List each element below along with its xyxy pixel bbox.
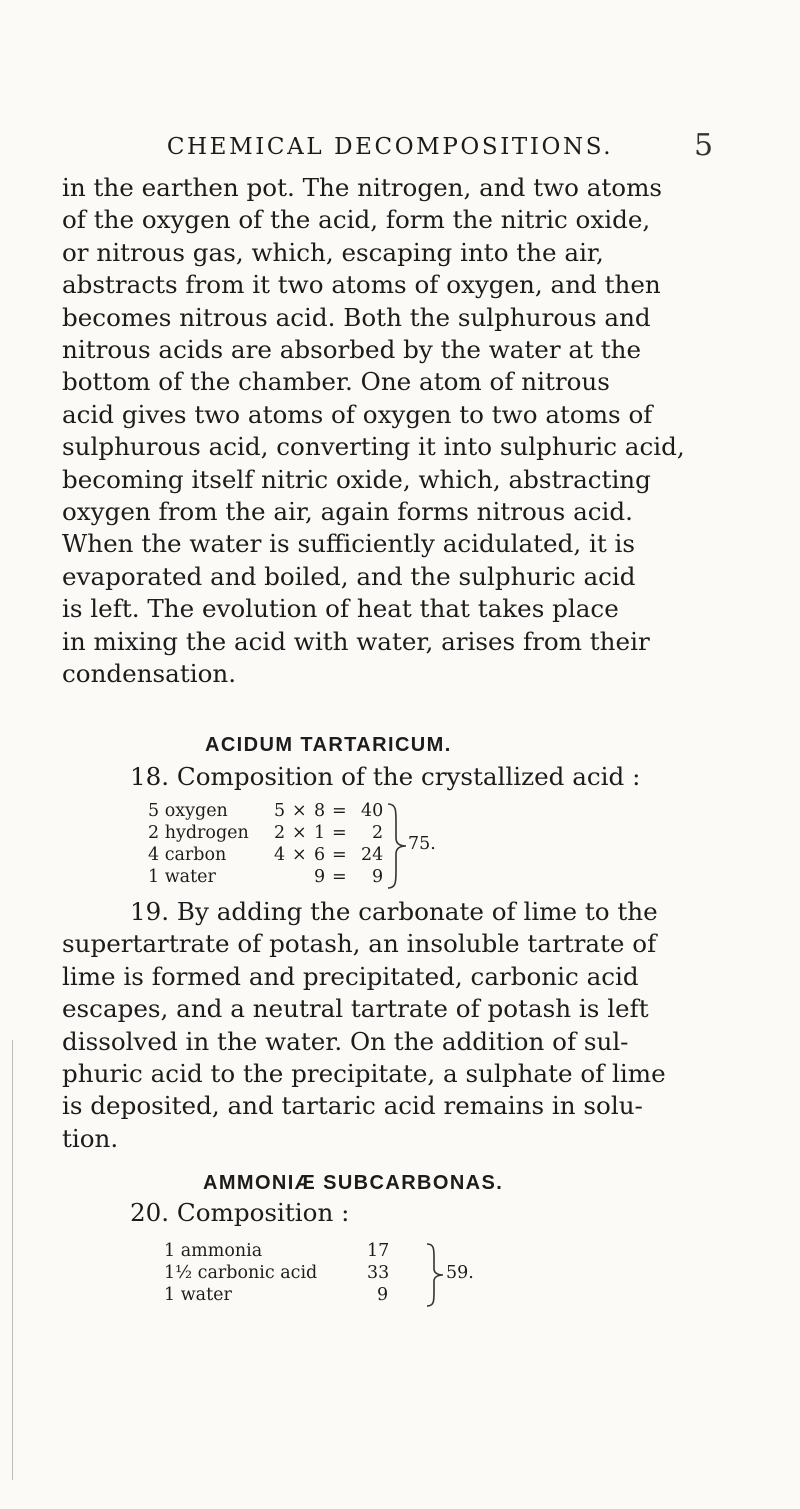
text-line: tion. [62, 1123, 119, 1153]
text-line: acid gives two atoms of oxygen to two atoms of [62, 399, 653, 429]
text-line: abstracts from it two atoms of oxygen, and then [62, 270, 661, 300]
text-line: lime is formed and precipitated, carbonic acid [62, 961, 639, 991]
running-header: CHEMICAL DECOMPOSITIONS. [166, 134, 614, 160]
paragraph-19 [62, 896, 738, 1155]
text-line: becomes nitrous acid. Both the sulphurous and [62, 302, 651, 332]
component-name: 2 hydrogen [148, 823, 249, 843]
equals-sign: = [332, 845, 347, 865]
atomic-weight: 8 [314, 801, 326, 821]
atomic-weight: 1 [314, 823, 326, 843]
equals-sign: = [332, 867, 347, 887]
total-value: 59. [446, 1263, 474, 1283]
text-line: phuric acid to the precipitate, a sulphate of lime [62, 1059, 666, 1089]
text-line: is deposited, and tartaric acid remains in solu- [62, 1091, 643, 1121]
text-line: 19. By adding the carbonate of lime to the [130, 897, 658, 926]
curly-brace-icon [424, 1242, 448, 1308]
table-row [148, 800, 508, 822]
paragraph-continued [62, 172, 738, 691]
component-value: 17 [367, 1241, 390, 1261]
composition-heading-20: 20. Composition : [130, 1198, 350, 1227]
atomic-weight: 9 [314, 867, 326, 887]
times-sign: × [292, 823, 307, 843]
times-sign: × [292, 801, 307, 821]
composition-table-ammonia [164, 1240, 464, 1306]
text-line: in the earthen pot. The nitrogen, and two atoms [62, 173, 663, 202]
product-value: 24 [361, 845, 384, 865]
page-number: 5 [694, 128, 714, 163]
text-line: condensation. [62, 659, 237, 689]
page-edge-line [12, 1040, 13, 1480]
total-value: 75. [408, 834, 436, 854]
text-line: is left. The evolution of heat that takes place [62, 594, 619, 624]
text-line: escapes, and a neutral tartrate of potash is left [62, 994, 649, 1024]
product-value: 40 [361, 801, 384, 821]
component-value: 33 [367, 1263, 390, 1283]
curly-brace-icon [384, 802, 410, 890]
text-line: supertartrate of potash, an insoluble tartrate of [62, 929, 657, 959]
component-name: 5 oxygen [148, 801, 228, 821]
product-value: 2 [372, 823, 384, 843]
component-name: 1 water [148, 867, 216, 887]
text-line: bottom of the chamber. One atom of nitrous [62, 367, 610, 397]
table-row [148, 866, 508, 888]
atomic-weight: 6 [314, 845, 326, 865]
component-name: 4 carbon [148, 845, 227, 865]
component-name: 1½ carbonic acid [164, 1263, 318, 1283]
product-value: 9 [372, 867, 384, 887]
times-sign: × [292, 845, 307, 865]
text-line: becoming itself nitric oxide, which, abstracting [62, 464, 651, 494]
text-line: When the water is sufficiently acidulated, it is [62, 529, 636, 559]
composition-heading-18: 18. Composition of the crystallized acid : [130, 762, 641, 791]
equals-sign: = [332, 801, 347, 821]
text-line: nitrous acids are absorbed by the water at the [62, 335, 642, 365]
component-count: 4 [274, 845, 286, 865]
equals-sign: = [332, 823, 347, 843]
text-line: or nitrous gas, which, escaping into the air, [62, 237, 604, 267]
table-row [148, 844, 508, 866]
component-name: 1 ammonia [164, 1241, 263, 1261]
table-row [164, 1262, 464, 1284]
table-row [164, 1240, 464, 1262]
component-name: 1 water [164, 1285, 232, 1305]
component-count: 5 [274, 801, 286, 821]
table-row [164, 1284, 464, 1306]
table-row [148, 822, 508, 844]
component-count: 2 [274, 823, 286, 843]
section-heading-ammoniae-subcarbonas: AMMONIÆ SUBCARBONAS. [203, 1172, 504, 1194]
text-line: evaporated and boiled, and the sulphuric acid [62, 561, 636, 591]
section-heading-acidum-tartaricum: ACIDUM TARTARICUM. [205, 734, 452, 756]
text-line: sulphurous acid, converting it into sulphuric acid, [62, 432, 685, 462]
component-value: 9 [377, 1285, 389, 1305]
text-line: of the oxygen of the acid, form the nitric oxide, [62, 205, 651, 235]
text-line: in mixing the acid with water, arises from their [62, 626, 650, 656]
composition-table-tartaric [148, 800, 508, 888]
text-line: oxygen from the air, again forms nitrous acid. [62, 497, 633, 527]
text-line: dissolved in the water. On the addition of sul- [62, 1026, 629, 1056]
